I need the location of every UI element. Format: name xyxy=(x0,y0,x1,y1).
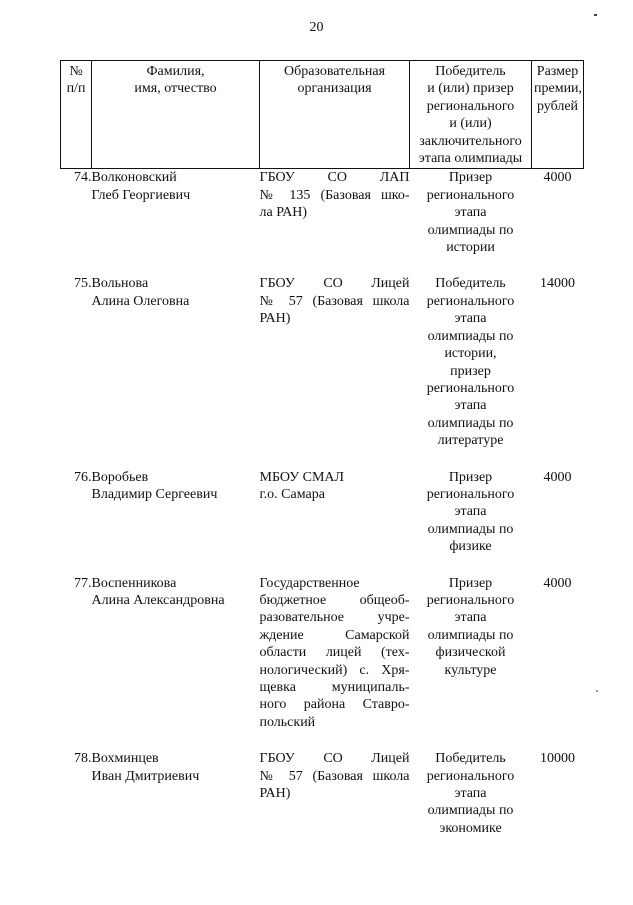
org-line: ного района Ставро- xyxy=(259,697,410,713)
header-line: Фамилия, xyxy=(146,64,205,79)
result-line: олимпиады по xyxy=(427,521,514,537)
result-line: физической xyxy=(435,645,506,661)
result-line: Призер xyxy=(448,575,493,591)
result-line: физике xyxy=(449,539,492,555)
org-line: МБОУ СМАЛ xyxy=(259,469,345,485)
page-number: 20 xyxy=(309,20,324,35)
header-result xyxy=(410,61,532,169)
result-line: этапа xyxy=(454,398,487,414)
org-line: ГБОУ СО Лицей xyxy=(259,276,410,292)
given-names: Глеб Георгиевич xyxy=(91,187,191,203)
table-row xyxy=(61,469,584,575)
org-line: нологический) с. Хря- xyxy=(259,662,410,678)
result-line: регионального xyxy=(426,293,515,309)
org-line: РАН) xyxy=(259,311,291,327)
prize-amount: 14000 xyxy=(540,276,575,292)
result-line: олимпиады по xyxy=(427,415,514,431)
header-line: и (или) призер xyxy=(427,81,514,97)
scan-speck xyxy=(596,690,598,692)
result-line: олимпиады по xyxy=(427,222,514,238)
result-line: регионального xyxy=(426,768,515,784)
result-line: этапа xyxy=(454,610,487,626)
surname: Воробьев xyxy=(91,469,149,485)
prize-amount: 4000 xyxy=(543,469,572,485)
header-num xyxy=(61,61,92,169)
surname: Вольнова xyxy=(91,276,149,292)
result-line: Победитель xyxy=(435,751,506,767)
table-header-row xyxy=(61,61,584,169)
given-names: Алина Александровна xyxy=(91,592,225,608)
header-prize xyxy=(532,61,584,169)
result-line: Призер xyxy=(448,170,493,186)
org-line: области лицей (тех- xyxy=(259,645,410,661)
person-name xyxy=(92,750,260,837)
result xyxy=(410,275,532,468)
given-names: Иван Дмитриевич xyxy=(91,768,200,784)
person-name xyxy=(92,575,260,751)
org-line: г.о. Самара xyxy=(259,486,325,502)
result-line: этапа xyxy=(454,205,487,221)
result-line: этапа xyxy=(454,786,487,802)
given-names: Владимир Сергеевич xyxy=(91,486,218,502)
result-line: Победитель xyxy=(435,276,506,292)
result-line: этапа xyxy=(454,504,487,520)
prize-amount: 4000 xyxy=(543,575,572,591)
org-line: ГБОУ СО Лицей xyxy=(259,751,410,767)
organization xyxy=(260,275,410,468)
result xyxy=(410,750,532,837)
result-line: регионального xyxy=(426,592,515,608)
person-name xyxy=(92,275,260,468)
result-line: Призер xyxy=(448,469,493,485)
table-row xyxy=(61,750,584,837)
result-line: регионального xyxy=(426,380,515,396)
result-line: олимпиады по xyxy=(427,328,514,344)
table-row xyxy=(61,275,584,468)
result-line: регионального xyxy=(426,486,515,502)
org-line: ГБОУ СО ЛАП xyxy=(259,170,410,186)
header-line: регионального xyxy=(426,98,515,114)
header-line: рублей xyxy=(536,98,579,114)
org-line: польский xyxy=(259,714,316,730)
result-line: олимпиады по xyxy=(427,627,514,643)
header-line: Победитель xyxy=(435,64,506,79)
surname: Волконовский xyxy=(91,170,177,186)
header-line: организация xyxy=(297,81,372,97)
header-line: имя, отчество xyxy=(134,81,217,97)
row-number: 77. xyxy=(74,575,92,591)
result-line: культуре xyxy=(444,662,497,678)
row-number: 74. xyxy=(74,170,92,186)
given-names: Алина Олеговна xyxy=(91,293,190,309)
result xyxy=(410,169,532,276)
surname: Воспенникова xyxy=(91,575,177,591)
table-row xyxy=(61,575,584,751)
org-line: РАН) xyxy=(259,786,291,802)
person-name xyxy=(92,169,260,276)
header-line: п/п xyxy=(66,81,86,97)
org-line: бюджетное общеоб- xyxy=(259,592,410,608)
header-line: Образовательная xyxy=(283,64,386,79)
person-name xyxy=(92,469,260,575)
scan-speck xyxy=(594,14,597,16)
awards-table xyxy=(60,60,584,837)
header-line: этапа олимпиады xyxy=(418,151,523,167)
result xyxy=(410,575,532,751)
organization xyxy=(260,750,410,837)
result-line: этапа xyxy=(454,311,487,327)
result-line: истории, xyxy=(444,346,497,362)
org-line: щевка муниципаль- xyxy=(259,680,410,695)
organization xyxy=(260,169,410,276)
row-number: 75. xyxy=(74,276,92,292)
org-line: № 135 (Базовая шко- xyxy=(259,187,410,203)
org-line: разовательное учре- xyxy=(259,610,410,626)
org-line: Государственное xyxy=(259,575,360,591)
result-line: литературе xyxy=(437,433,504,449)
org-line: № 57 (Базовая школа xyxy=(259,768,410,784)
prize-amount: 4000 xyxy=(543,170,572,186)
result xyxy=(410,469,532,575)
org-line: № 57 (Базовая школа xyxy=(259,293,410,309)
organization xyxy=(260,575,410,751)
header-org xyxy=(260,61,410,169)
row-number: 78. xyxy=(74,751,92,767)
result-line: истории xyxy=(446,240,495,256)
surname: Вохминцев xyxy=(91,751,159,767)
org-line: ла РАН) xyxy=(259,205,308,221)
header-line: Размер xyxy=(536,64,579,79)
header-line: премии, xyxy=(534,81,583,97)
row-number: 76. xyxy=(74,469,92,485)
org-line: ждение Самарской xyxy=(259,627,410,643)
header-line: № xyxy=(69,64,83,79)
table-row xyxy=(61,169,584,276)
result-line: регионального xyxy=(426,187,515,203)
header-line: заключительного xyxy=(419,133,522,149)
header-line: и (или) xyxy=(449,116,492,132)
prize-amount: 10000 xyxy=(540,751,575,767)
result-line: призер xyxy=(450,363,491,379)
result-line: экономике xyxy=(439,820,502,836)
result-line: олимпиады по xyxy=(427,803,514,819)
header-name xyxy=(92,61,260,169)
organization xyxy=(260,469,410,575)
